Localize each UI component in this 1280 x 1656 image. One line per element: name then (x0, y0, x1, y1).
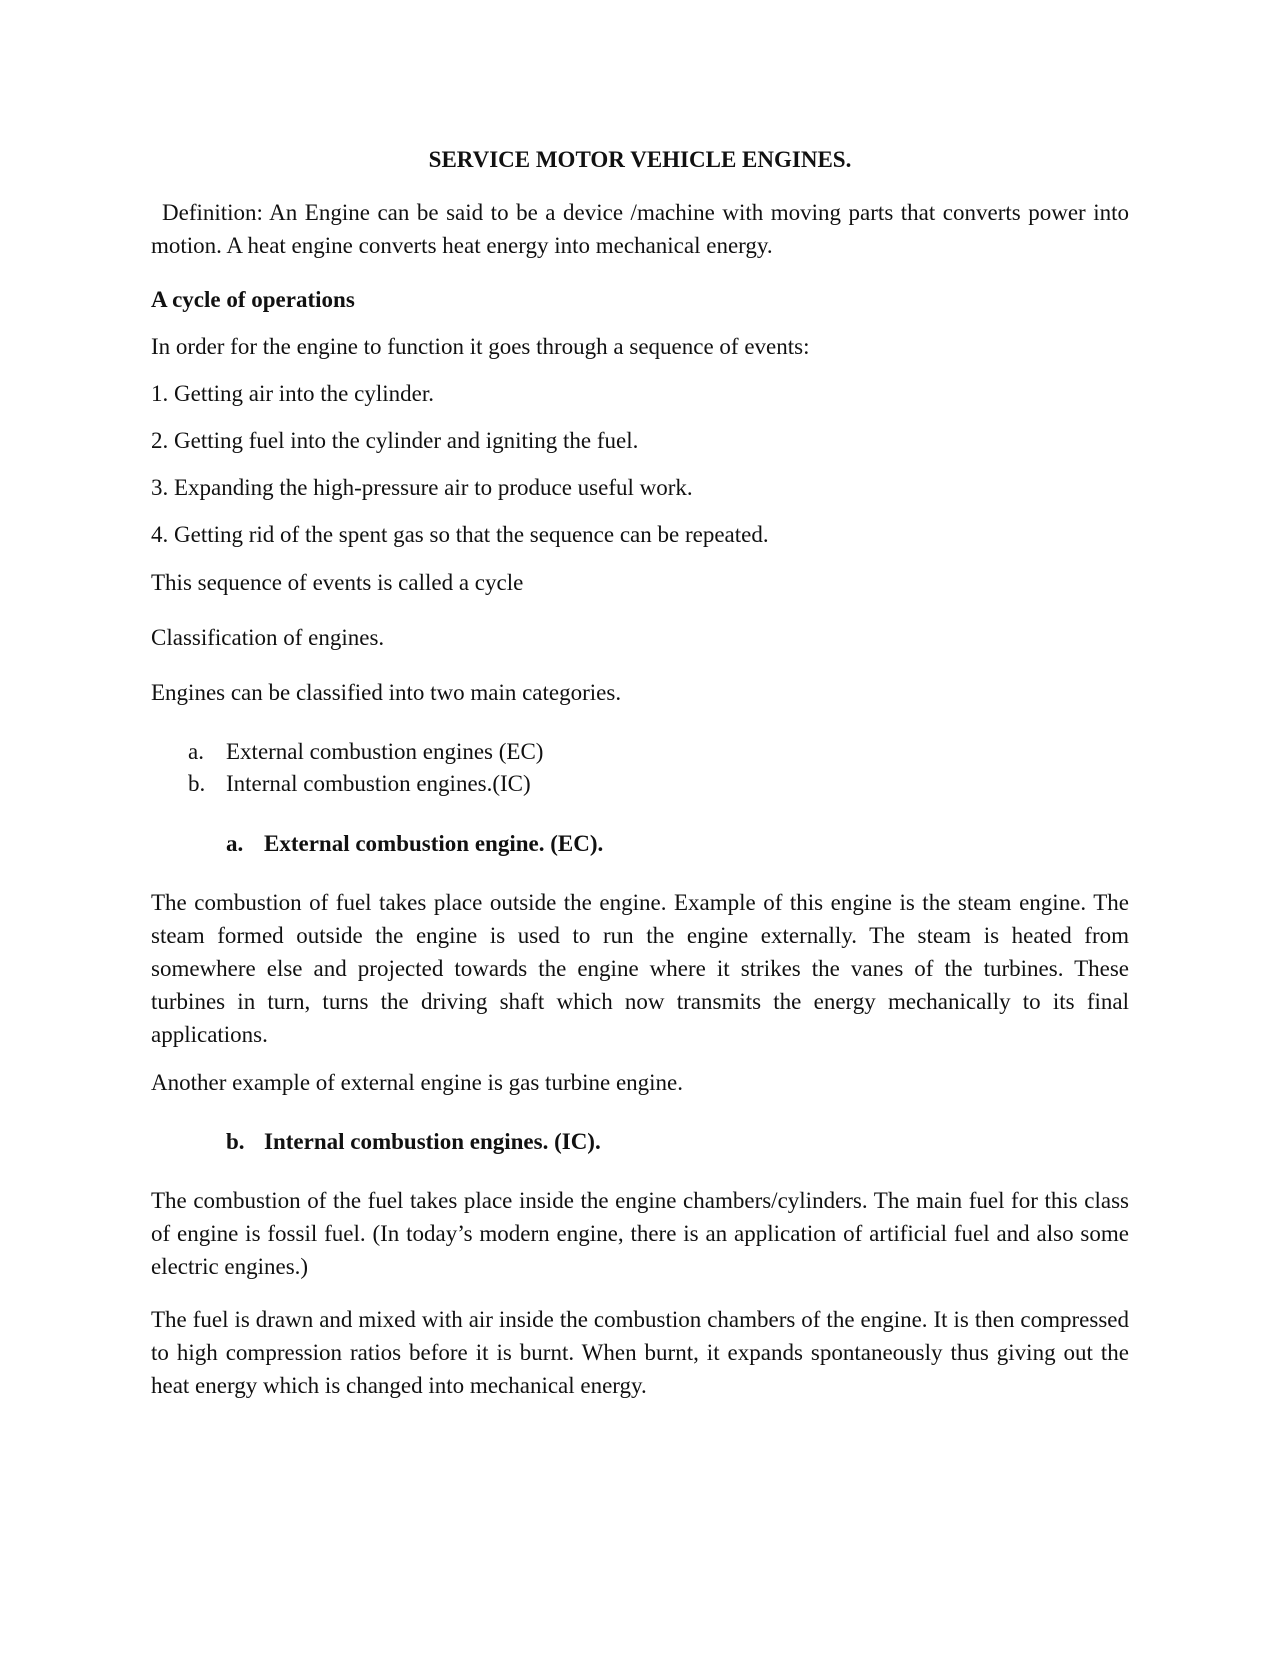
ec-body-paragraph: The combustion of fuel takes place outside the engine. Example of this engine is the steam engine. The steam formed outside the engine is used to run the engine externally. The steam is heated from somewhere else and projected towards the engine where it strikes the vanes of the turbines. These turbines in turn, turns the driving shaft which now transmits the energy mechanically to its final applications. (151, 890, 1129, 1047)
ec-another-example: Another example of external engine is gas turbine engine. (151, 1070, 684, 1095)
cycle-intro: In order for the engine to function it goes through a sequence of events: (151, 334, 810, 359)
cycle-step-2: 2. Getting fuel into the cylinder and igniting the fuel. (151, 428, 639, 453)
classification-heading: Classification of engines. (151, 625, 385, 650)
document-title: SERVICE MOTOR VEHICLE ENGINES. (428, 147, 852, 172)
ic-body-paragraph-2: The fuel is drawn and mixed with air inside the combustion chambers of the engine. It is then compressed to high compression ratios before it is burnt. When burnt, it expands spontaneously thus giving out the heat energy which is changed into mechanical energy. (151, 1307, 1129, 1398)
cycle-step-1: 1. Getting air into the cylinder. (151, 381, 434, 406)
definition-paragraph: Definition: An Engine can be said to be a device /machine with moving parts that converts power into motion. A heat engine converts heat energy into mechanical energy. (151, 200, 1129, 258)
section-marker: a. (226, 831, 244, 856)
classification-intro: Engines can be classified into two main categories. (151, 680, 622, 705)
category-label: Internal combustion engines.(IC) (226, 771, 531, 796)
ic-section-heading (226, 1125, 601, 1158)
cycle-step-3: 3. Expanding the high-pressure air to produce useful work. (151, 475, 693, 500)
ec-section-heading (226, 827, 603, 860)
ic-body-paragraph-1: The combustion of the fuel takes place inside the engine chambers/cylinders. The main fuel for this class of engine is fossil fuel. (In today’s modern engine, there is an application of artificial fuel and also some electric engines.) (151, 1188, 1129, 1279)
section-title: Internal combustion engines. (IC). (264, 1129, 601, 1154)
cycle-conclusion: This sequence of events is called a cycle (151, 570, 524, 595)
list-marker: b. (188, 771, 206, 796)
category-label: External combustion engines (EC) (226, 739, 544, 764)
category-item-ec (188, 735, 543, 768)
cycle-heading: A cycle of operations (151, 287, 355, 312)
cycle-step-4: 4. Getting rid of the spent gas so that the sequence can be repeated. (151, 522, 769, 547)
section-title: External combustion engine. (EC). (264, 831, 604, 856)
list-marker: a. (188, 739, 204, 764)
category-item-ic (188, 767, 531, 800)
section-marker: b. (226, 1129, 245, 1154)
